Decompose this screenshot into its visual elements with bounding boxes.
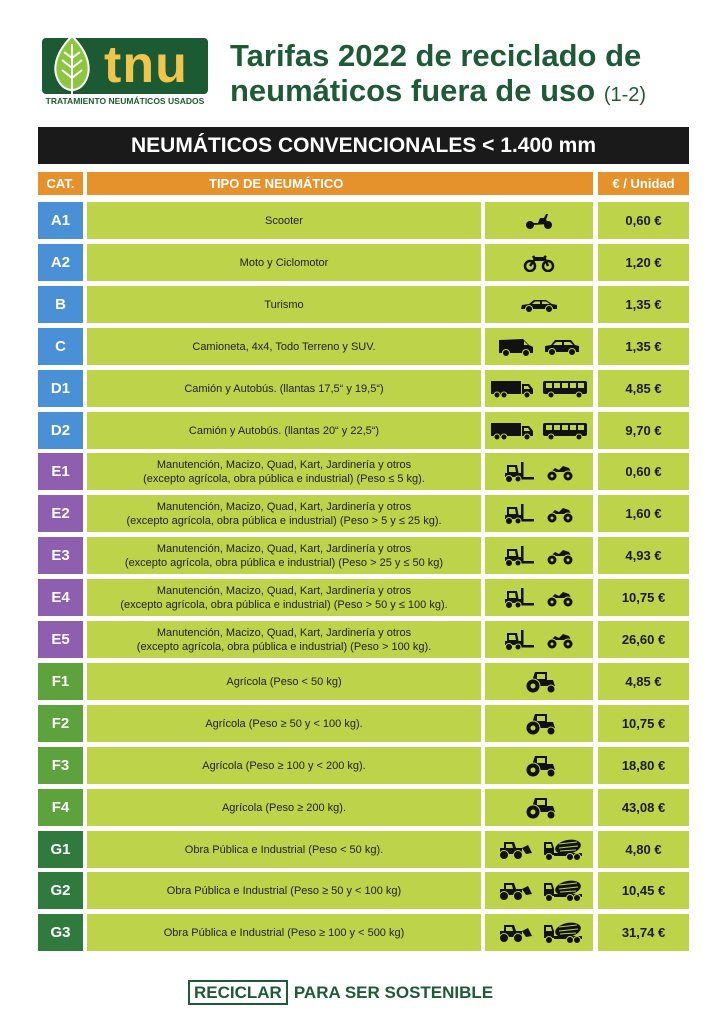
unit-price: 4,85 € [598, 663, 689, 700]
table-row [38, 244, 689, 281]
description-line-2: (excepto agrícola, obra pública e industrial) (Peso > 100 kg). [136, 640, 432, 653]
forklift-icon [503, 545, 537, 567]
category-badge: F4 [38, 789, 83, 826]
description-line-1: Agrícola (Peso ≥ 200 kg). [221, 801, 347, 814]
suv-icon [543, 337, 581, 357]
vehicle-icons [485, 286, 593, 323]
table-row [38, 412, 689, 449]
unit-price: 4,80 € [598, 831, 689, 868]
motorcycle-icon [523, 254, 555, 272]
description-line-1: Camión y Autobús. (llantas 17,5“ y 19,5“) [184, 382, 384, 395]
mixer-truck-icon [542, 879, 584, 903]
table-row [38, 370, 689, 407]
tire-description [87, 370, 481, 407]
table-row [38, 663, 689, 700]
leaf-icon [48, 34, 96, 98]
quad-icon [545, 504, 575, 524]
tire-description [87, 328, 481, 365]
description-line-2: (excepto agrícola, obra pública e industrial) (Peso ≤ 5 kg). [143, 472, 425, 485]
unit-price: 10,75 € [598, 579, 689, 616]
unit-price: 31,74 € [598, 914, 689, 951]
tire-description [87, 663, 481, 700]
description-line-1: Moto y Ciclomotor [239, 256, 329, 269]
truck-icon [490, 421, 534, 441]
vehicle-icons [485, 621, 593, 658]
table-row [38, 579, 689, 616]
loader-icon [494, 922, 534, 944]
vehicle-icons [485, 244, 593, 281]
vehicle-icons [485, 453, 593, 490]
table-row [38, 537, 689, 574]
table-row [38, 747, 689, 784]
section-banner: NEUMÁTICOS CONVENCIONALES < 1.400 mm [38, 127, 689, 164]
unit-price: 26,60 € [598, 621, 689, 658]
category-badge: D2 [38, 412, 83, 449]
table-row [38, 831, 689, 868]
description-line-1: Agrícola (Peso ≥ 50 y < 100 kg). [205, 717, 363, 730]
table-row [38, 286, 689, 323]
description-line-1: Obra Pública e Industrial (Peso ≥ 100 y < 500 kg) [163, 926, 405, 939]
quad-icon [545, 630, 575, 650]
category-badge: G2 [38, 872, 83, 909]
table-row [38, 495, 689, 532]
description-line-1: Agrícola (Peso ≥ 100 y < 200 kg). [202, 759, 366, 772]
tire-description [87, 747, 481, 784]
category-badge: A2 [38, 244, 83, 281]
tire-description [87, 412, 481, 449]
page-title [230, 38, 700, 113]
description-line-1: Manutención, Macizo, Quad, Kart, Jardinería y otros [156, 584, 412, 597]
footer-slogan [188, 981, 493, 1004]
mixer-truck-icon [542, 838, 584, 862]
unit-price: 1,35 € [598, 328, 689, 365]
vehicle-icons [485, 537, 593, 574]
unit-price: 18,80 € [598, 747, 689, 784]
unit-price: 0,60 € [598, 453, 689, 490]
description-line-1: Agrícola (Peso < 50 kg) [226, 675, 342, 688]
tnu-logo [42, 38, 208, 108]
tractor-icon [521, 670, 557, 694]
vehicle-icons [485, 831, 593, 868]
unit-price: 9,70 € [598, 412, 689, 449]
description-line-1: Obra Pública e Industrial (Peso < 50 kg). [184, 843, 384, 856]
vehicle-icons [485, 579, 593, 616]
tire-description [87, 872, 481, 909]
header-price: € / Unidad [598, 172, 689, 195]
description-line-1: Obra Pública e Industrial (Peso ≥ 50 y < 100 kg) [166, 884, 402, 897]
description-line-1: Turismo [264, 298, 304, 311]
category-badge: C [38, 328, 83, 365]
table-row [38, 914, 689, 951]
table-row [38, 621, 689, 658]
tire-description [87, 621, 481, 658]
scooter-icon [524, 212, 554, 230]
category-badge: E2 [38, 495, 83, 532]
vehicle-icons [485, 747, 593, 784]
footer-recycle-box: RECICLAR [188, 980, 288, 1005]
forklift-icon [503, 461, 537, 483]
unit-price: 0,60 € [598, 202, 689, 239]
forklift-icon [503, 587, 537, 609]
title-line-2 [230, 73, 700, 113]
quad-icon [545, 462, 575, 482]
vehicle-icons [485, 872, 593, 909]
category-badge: E4 [38, 579, 83, 616]
tractor-icon [521, 712, 557, 736]
table-row [38, 453, 689, 490]
vehicle-icons [485, 202, 593, 239]
loader-icon [494, 839, 534, 861]
unit-price: 10,75 € [598, 705, 689, 742]
description-line-1: Scooter [265, 214, 303, 227]
loader-icon [494, 880, 534, 902]
vehicle-icons [485, 914, 593, 951]
header-tipo: TIPO DE NEUMÁTICO [87, 172, 593, 195]
description-line-1: Camioneta, 4x4, Todo Terreno y SUV. [192, 340, 376, 353]
unit-price: 1,60 € [598, 495, 689, 532]
tire-description [87, 914, 481, 951]
tire-description [87, 202, 481, 239]
category-badge: A1 [38, 202, 83, 239]
footer-slogan-text: PARA SER SOSTENIBLE [293, 982, 494, 1002]
quad-icon [545, 546, 575, 566]
unit-price: 4,93 € [598, 537, 689, 574]
vehicle-icons [485, 370, 593, 407]
category-badge: G1 [38, 831, 83, 868]
vehicle-icons [485, 789, 593, 826]
category-badge: F2 [38, 705, 83, 742]
tire-description [87, 453, 481, 490]
tire-description [87, 537, 481, 574]
tire-description [87, 831, 481, 868]
unit-price: 1,35 € [598, 286, 689, 323]
unit-price: 10,45 € [598, 872, 689, 909]
forklift-icon [503, 503, 537, 525]
description-line-1: Manutención, Macizo, Quad, Kart, Jardinería y otros [156, 500, 412, 513]
tire-description [87, 579, 481, 616]
vehicle-icons [485, 495, 593, 532]
logo-subtitle: TRATAMIENTO NEUMÁTICOS USADOS [45, 96, 205, 106]
category-badge: G3 [38, 914, 83, 951]
table-row [38, 872, 689, 909]
description-line-1: Camión y Autobús. (llantas 20“ y 22,5“) [188, 424, 380, 437]
truck-icon [490, 379, 534, 399]
table-row [38, 789, 689, 826]
category-badge: E5 [38, 621, 83, 658]
vehicle-icons [485, 328, 593, 365]
van-icon [497, 337, 535, 357]
tire-description [87, 789, 481, 826]
quad-icon [545, 588, 575, 608]
tire-description [87, 244, 481, 281]
description-line-1: Manutención, Macizo, Quad, Kart, Jardinería y otros [156, 626, 412, 639]
mixer-truck-icon [542, 921, 584, 945]
forklift-icon [503, 629, 537, 651]
unit-price: 4,85 € [598, 370, 689, 407]
category-badge: E3 [38, 537, 83, 574]
tire-description [87, 286, 481, 323]
unit-price: 43,08 € [598, 789, 689, 826]
tire-description [87, 495, 481, 532]
category-badge: F3 [38, 747, 83, 784]
description-line-1: Manutención, Macizo, Quad, Kart, Jardinería y otros [156, 458, 412, 471]
table-row [38, 705, 689, 742]
category-badge: D1 [38, 370, 83, 407]
title-line-2-text: neumáticos fuera de uso [230, 73, 596, 108]
bus-icon [542, 379, 588, 399]
description-line-2: (excepto agrícola, obra pública e industrial) (Peso > 5 y ≤ 25 kg). [126, 514, 442, 527]
page-indicator: (1-2) [603, 84, 647, 106]
car-icon [519, 297, 559, 313]
category-badge: F1 [38, 663, 83, 700]
title-line-1: Tarifas 2022 de reciclado de [230, 38, 642, 73]
header-cat: CAT. [38, 172, 83, 195]
description-line-1: Manutención, Macizo, Quad, Kart, Jardinería y otros [156, 542, 412, 555]
vehicle-icons [485, 663, 593, 700]
category-badge: B [38, 286, 83, 323]
bus-icon [542, 421, 588, 441]
table-row [38, 202, 689, 239]
vehicle-icons [485, 412, 593, 449]
tractor-icon [521, 754, 557, 778]
description-line-2: (excepto agrícola, obra pública e industrial) (Peso > 25 y ≤ 50 kg) [124, 556, 444, 569]
tire-description [87, 705, 481, 742]
unit-price: 1,20 € [598, 244, 689, 281]
logo-wordmark: tnu [104, 36, 188, 94]
vehicle-icons [485, 705, 593, 742]
category-badge: E1 [38, 453, 83, 490]
table-row [38, 328, 689, 365]
description-line-2: (excepto agrícola, obra pública e industrial) (Peso > 50 y ≤ 100 kg). [120, 598, 448, 611]
tractor-icon [521, 796, 557, 820]
